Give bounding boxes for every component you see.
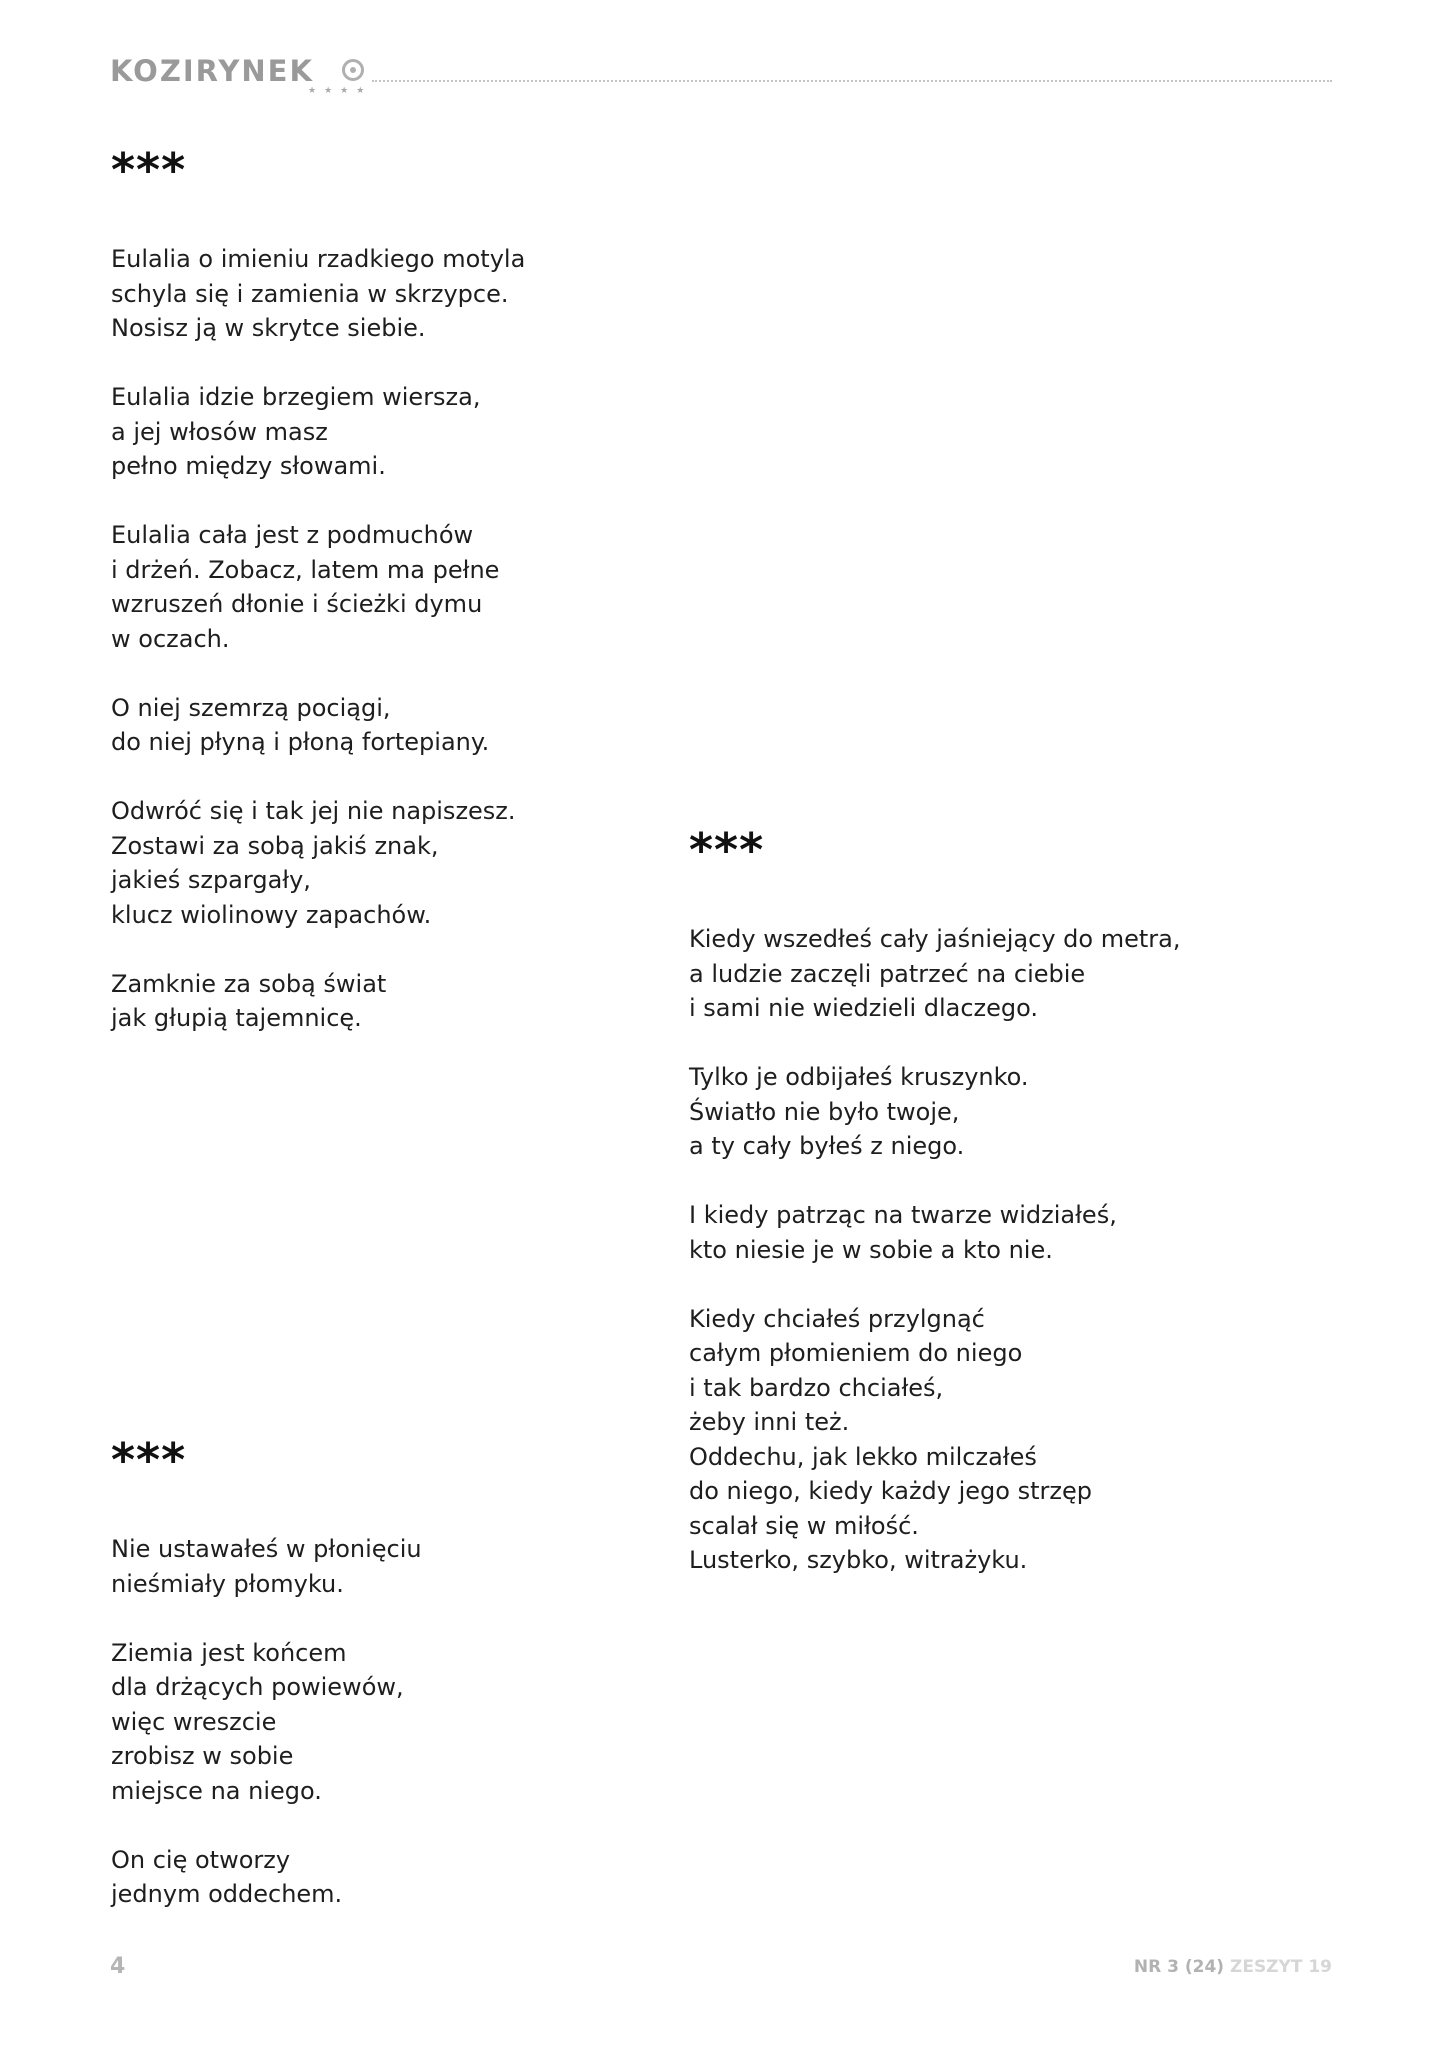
poem-line: jednym oddechem. — [111, 1880, 343, 1908]
poem-line: do niego, kiedy każdy jego strzęp — [689, 1477, 1092, 1505]
poem-line: pełno między słowami. — [111, 452, 386, 480]
issue-number: NR 3 (24) — [1133, 1957, 1225, 1977]
poem-plomyk — [111, 1433, 422, 1912]
poem-line: i sami nie wiedzieli dlaczego. — [689, 994, 1039, 1022]
poem-line: Nosisz ją w skrytce siebie. — [111, 314, 426, 342]
poem-eulalia — [111, 143, 526, 1036]
poem-line: I kiedy patrząc na twarze widziałeś, — [689, 1201, 1117, 1229]
poem-line: klucz wiolinowy zapachów. — [111, 900, 432, 929]
poem-line: i tak bardzo chciałeś, — [689, 1373, 944, 1402]
poem-line: całym płomieniem do niego — [689, 1339, 1023, 1367]
poem-title: *** — [689, 823, 765, 877]
poem-line: Zamknie za sobą świat — [111, 969, 387, 998]
poem-title: *** — [111, 1433, 187, 1487]
poem-line: Światło nie było twoje, — [689, 1097, 960, 1126]
poem-stanza — [111, 1636, 422, 1809]
magazine-logo: KOZIRYNEK — [110, 54, 314, 88]
poem-stanza — [689, 1198, 1180, 1267]
poem-line: kto niesie je w sobie a kto nie. — [689, 1235, 1053, 1264]
issue-info — [1134, 1956, 1332, 1978]
poem-line: Eulalia idzie brzegiem wiersza, — [111, 383, 481, 411]
logo-stars: ★★★★ — [308, 86, 373, 96]
poem-line: Zostawi za sobą jakiś znak, — [111, 831, 439, 860]
poem-line: Ziemia jest końcem — [111, 1638, 347, 1667]
poem-title: *** — [111, 143, 187, 197]
logo-emblem-icon — [342, 59, 364, 81]
poem-line: a jej włosów masz — [111, 417, 328, 446]
poem-stanza — [689, 922, 1180, 1026]
poem-line: żeby inni też. — [689, 1408, 850, 1436]
poem-line: jakieś szpargały, — [111, 866, 311, 894]
poem-line: On cię otworzy — [111, 1845, 291, 1874]
poem-line: scalał się w miłość. — [689, 1511, 919, 1540]
poem-line: a ludzie zaczęli patrzeć na ciebie — [689, 959, 1086, 988]
poem-stanza — [111, 518, 525, 656]
poem-stanza — [111, 1843, 422, 1912]
page-number: 4 — [110, 1954, 126, 1979]
poem-line: Odwróć się i tak jej nie napiszesz. — [111, 797, 516, 825]
poem-stanza — [689, 1302, 1180, 1578]
poem-line: Oddechu, jak lekko milczałeś — [689, 1442, 1037, 1471]
poem-line: Nie ustawałeś w płonięciu — [111, 1535, 422, 1563]
issue-zeszyt: ZESZYT 19 — [1230, 1957, 1332, 1977]
poem-stanza — [111, 794, 525, 932]
poem-line: O niej szemrzą pociągi, — [111, 693, 391, 722]
poem-line: i drżeń. Zobacz, latem ma pełne — [111, 555, 500, 584]
poem-stanza — [111, 1532, 422, 1601]
poem-line: Eulalia o imieniu rzadkiego motyla — [111, 245, 526, 273]
page-header — [110, 52, 1332, 100]
poem-line: Kiedy wszedłeś cały jaśniejący do metra, — [689, 925, 1181, 953]
poem-line: jak głupią tajemnicę. — [111, 1004, 362, 1032]
poem-line: więc wreszcie — [111, 1707, 277, 1736]
poem-line: miejsce na niego. — [111, 1776, 322, 1805]
poem-line: dla drżących powiewów, — [111, 1673, 404, 1701]
poem-line: schyla się i zamienia w skrzypce. — [111, 279, 509, 308]
poem-line: do niej płyną i płoną fortepiany. — [111, 728, 490, 756]
poem-line: zrobisz w sobie — [111, 1742, 294, 1770]
poem-stanza — [111, 380, 525, 484]
poem-stanza — [689, 1060, 1180, 1164]
page-footer — [110, 1954, 1332, 1984]
poem-line: Kiedy chciałeś przylgnąć — [689, 1304, 985, 1333]
poem-line: w oczach. — [111, 624, 230, 653]
poem-stanza — [111, 242, 525, 346]
poem-line: wzruszeń dłonie i ścieżki dymu — [111, 590, 483, 618]
header-dotted-rule — [372, 80, 1332, 82]
poem-line: Lusterko, szybko, witrażyku. — [689, 1546, 1028, 1574]
poem-stanza — [111, 691, 525, 760]
poem-line: Tylko je odbijałeś kruszynko. — [689, 1063, 1029, 1091]
poem-line: nieśmiały płomyku. — [111, 1569, 344, 1598]
poem-metro — [689, 823, 1181, 1578]
poem-line: Eulalia cała jest z podmuchów — [111, 521, 474, 549]
poem-line: a ty cały byłeś z niego. — [689, 1132, 965, 1160]
poem-stanza — [111, 967, 525, 1036]
